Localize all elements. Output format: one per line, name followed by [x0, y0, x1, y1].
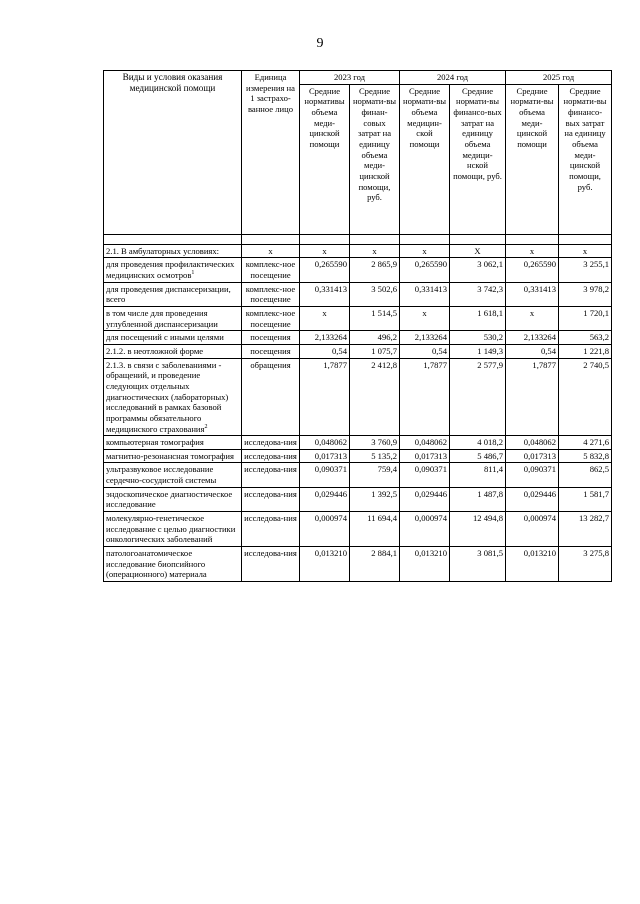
- row-c2025: 13 282,7: [559, 512, 612, 547]
- row-c2025: 3 275,8: [559, 547, 612, 582]
- row-care-type-label: ультразвуковое исследование сердечно-сосудистой системы: [106, 464, 217, 486]
- row-unit: комплекс-ное посещение: [242, 282, 300, 306]
- row-c2025: х: [559, 244, 612, 258]
- row-v2023: 0,54: [300, 344, 350, 358]
- row-c2025: 1 221,8: [559, 344, 612, 358]
- row-c2023: 5 135,2: [350, 449, 400, 463]
- table-row: [104, 487, 612, 511]
- row-care-type-label: для проведения профилактических медицинских осмотров: [106, 259, 235, 280]
- row-v2024: 0,000974: [400, 512, 450, 547]
- row-care-type: [104, 244, 242, 258]
- table-row: [104, 244, 612, 258]
- row-c2023: 759,4: [350, 463, 400, 487]
- row-care-type-label: для проведения диспансеризации, всего: [106, 283, 231, 305]
- row-v2024: 0,265590: [400, 258, 450, 282]
- row-v2024: 1,7877: [400, 358, 450, 436]
- table-row: [104, 547, 612, 582]
- medical-care-norms-table: [103, 70, 612, 582]
- row-care-type: [104, 449, 242, 463]
- row-c2024: 3 062,1: [450, 258, 506, 282]
- row-v2023: 0,017313: [300, 449, 350, 463]
- row-c2025: 5 832,8: [559, 449, 612, 463]
- row-care-type-label: в том числе для проведения углубленной диспансеризации: [106, 307, 218, 329]
- row-care-type-label: 2.1. В амбулаторных условиях:: [106, 245, 220, 256]
- header-year-2025: 2025 год: [506, 71, 612, 85]
- header-unit: Единица измерения на 1 застрахо-ванное лицо: [242, 71, 300, 235]
- row-care-type-label: 2.1.2. в неотложной форме: [106, 345, 204, 356]
- row-v2025: 0,331413: [506, 282, 559, 306]
- row-c2024: 1 487,8: [450, 487, 506, 511]
- row-v2024: 0,331413: [400, 282, 450, 306]
- row-v2025: 0,54: [506, 344, 559, 358]
- row-unit: исследова-ния: [242, 463, 300, 487]
- row-v2024: 0,54: [400, 344, 450, 358]
- row-c2023: 2 865,9: [350, 258, 400, 282]
- row-unit: посещения: [242, 331, 300, 345]
- row-care-type-label: молекулярно-генетическое исследование с целью диагностики онкологических заболеваний: [106, 513, 236, 545]
- header-care-type: Виды и условия оказания медицинской помощи: [104, 71, 242, 235]
- row-unit: исследова-ния: [242, 487, 300, 511]
- table-row: [104, 436, 612, 450]
- row-v2024: 0,029446: [400, 487, 450, 511]
- row-care-type-label: компьютерная томография: [106, 437, 204, 448]
- row-c2025: 4 271,6: [559, 436, 612, 450]
- row-c2023: 2 884,1: [350, 547, 400, 582]
- row-unit: обращения: [242, 358, 300, 436]
- table-row: [104, 358, 612, 436]
- header-volume-2023: Средние нормативы объема меди-цинской помощи: [300, 84, 350, 234]
- row-v2025: 2,133264: [506, 331, 559, 345]
- row-v2025: 0,000974: [506, 512, 559, 547]
- row-c2025: 3 255,1: [559, 258, 612, 282]
- row-v2023: х: [300, 306, 350, 330]
- table-row: [104, 512, 612, 547]
- row-v2025: 0,048062: [506, 436, 559, 450]
- row-v2023: 0,013210: [300, 547, 350, 582]
- row-v2023: 0,048062: [300, 436, 350, 450]
- row-c2024: 2 577,9: [450, 358, 506, 436]
- row-care-type-label: 2.1.3. в связи с заболеваниями - обращений, и проведение следующих отдельных диагностических (лабораторных) исследований в рамках базовой программы обязательного медицинского страхования: [106, 359, 229, 434]
- row-c2024: 3 081,5: [450, 547, 506, 582]
- header-volume-2024: Средние нормати-вы объема медицин-ской помощи: [400, 84, 450, 234]
- row-c2024: 3 742,3: [450, 282, 506, 306]
- header-year-2023: 2023 год: [300, 71, 400, 85]
- row-v2025: х: [506, 244, 559, 258]
- table-row: [104, 463, 612, 487]
- row-c2024: 12 494,8: [450, 512, 506, 547]
- row-v2024: х: [400, 306, 450, 330]
- row-care-type: [104, 331, 242, 345]
- row-unit: исследова-ния: [242, 547, 300, 582]
- row-c2024: 4 018,2: [450, 436, 506, 450]
- page-number: 9: [316, 36, 324, 51]
- row-c2025: 862,5: [559, 463, 612, 487]
- row-care-type: [104, 282, 242, 306]
- header-cost-2023: Средние нормати-вы финан-совых затрат на единицу объема меди-цинской помощи, руб.: [350, 84, 400, 234]
- row-c2023: 3 502,6: [350, 282, 400, 306]
- row-c2024: 1 618,1: [450, 306, 506, 330]
- row-v2025: 0,265590: [506, 258, 559, 282]
- row-v2023: 2,133264: [300, 331, 350, 345]
- row-care-type: [104, 258, 242, 282]
- footnote-marker: 1: [191, 270, 195, 277]
- table-row: [104, 344, 612, 358]
- row-c2023: 1 075,7: [350, 344, 400, 358]
- row-c2023: 1 392,5: [350, 487, 400, 511]
- row-c2023: 2 412,8: [350, 358, 400, 436]
- row-care-type: [104, 306, 242, 330]
- row-v2025: х: [506, 306, 559, 330]
- row-v2025: 0,090371: [506, 463, 559, 487]
- row-unit: исследова-ния: [242, 512, 300, 547]
- row-unit: исследова-ния: [242, 436, 300, 450]
- row-v2024: 0,017313: [400, 449, 450, 463]
- row-unit: комплекс-ное посещение: [242, 306, 300, 330]
- header-spacer-row: [104, 234, 612, 244]
- row-v2024: 0,013210: [400, 547, 450, 582]
- row-care-type: [104, 463, 242, 487]
- row-c2024: 5 486,7: [450, 449, 506, 463]
- row-v2025: 0,013210: [506, 547, 559, 582]
- table-body: [104, 244, 612, 581]
- header-cost-2024: Средние нормати-вы финансо-вых затрат на единицу объема медици-нской помощи, руб.: [450, 84, 506, 234]
- table-row: [104, 258, 612, 282]
- row-care-type: [104, 358, 242, 436]
- row-unit: исследова-ния: [242, 449, 300, 463]
- row-c2024: Х: [450, 244, 506, 258]
- row-v2023: 0,331413: [300, 282, 350, 306]
- row-unit: комплекс-ное посещение: [242, 258, 300, 282]
- row-v2023: х: [300, 244, 350, 258]
- row-c2025: 563,2: [559, 331, 612, 345]
- table-row: [104, 449, 612, 463]
- row-care-type: [104, 436, 242, 450]
- row-v2023: 1,7877: [300, 358, 350, 436]
- row-c2023: 3 760,9: [350, 436, 400, 450]
- table-row: [104, 306, 612, 330]
- row-care-type: [104, 512, 242, 547]
- row-v2023: 0,029446: [300, 487, 350, 511]
- header-year-2024: 2024 год: [400, 71, 506, 85]
- row-v2024: 0,090371: [400, 463, 450, 487]
- row-v2025: 1,7877: [506, 358, 559, 436]
- row-v2023: 0,000974: [300, 512, 350, 547]
- row-care-type: [104, 487, 242, 511]
- header-volume-2025: Средние нормати-вы объема меди-цинской помощи: [506, 84, 559, 234]
- row-care-type-label: магнитно-резонансная томография: [106, 450, 234, 461]
- row-c2025: 1 581,7: [559, 487, 612, 511]
- row-care-type: [104, 547, 242, 582]
- row-v2025: 0,029446: [506, 487, 559, 511]
- row-c2025: 1 720,1: [559, 306, 612, 330]
- row-c2024: 811,4: [450, 463, 506, 487]
- row-c2023: 1 514,5: [350, 306, 400, 330]
- row-care-type-label: для посещений с иными целями: [106, 332, 224, 343]
- row-care-type-label: патологоанатомическое исследование биопсийного (операционного) материала: [106, 548, 207, 580]
- table-row: [104, 331, 612, 345]
- row-c2024: 1 149,3: [450, 344, 506, 358]
- row-care-type: [104, 344, 242, 358]
- row-unit: х: [242, 244, 300, 258]
- row-c2023: 496,2: [350, 331, 400, 345]
- row-v2024: х: [400, 244, 450, 258]
- row-v2023: 0,265590: [300, 258, 350, 282]
- row-unit: посещения: [242, 344, 300, 358]
- row-v2024: 0,048062: [400, 436, 450, 450]
- row-v2024: 2,133264: [400, 331, 450, 345]
- row-c2025: 2 740,5: [559, 358, 612, 436]
- footnote-marker: 2: [204, 423, 208, 430]
- row-c2025: 3 978,2: [559, 282, 612, 306]
- row-c2023: х: [350, 244, 400, 258]
- row-care-type-label: эндоскопическое диагностическое исследование: [106, 488, 233, 510]
- header-cost-2025: Средние нормати-вы финансо-вых затрат на единицу объема меди-цинской помощи, руб.: [559, 84, 612, 234]
- row-v2023: 0,090371: [300, 463, 350, 487]
- table-row: [104, 282, 612, 306]
- row-c2024: 530,2: [450, 331, 506, 345]
- row-v2025: 0,017313: [506, 449, 559, 463]
- row-c2023: 11 694,4: [350, 512, 400, 547]
